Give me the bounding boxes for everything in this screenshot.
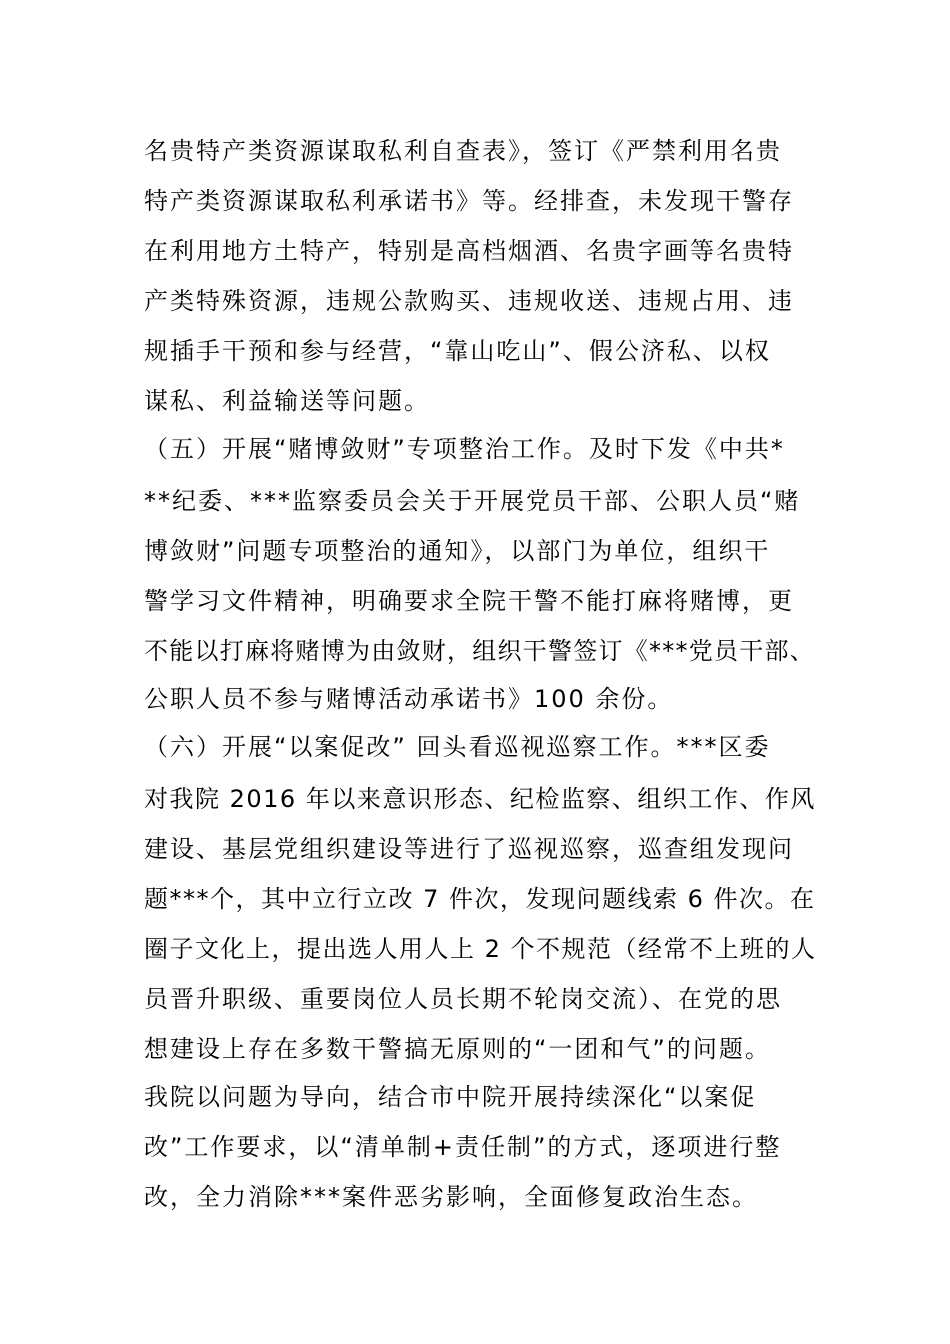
- section-heading-line: （五）开展“赌博敛财”专项整治工作。及时下发《中共*: [144, 435, 785, 463]
- text-line: 题***个，其中立行立改 7 件次，发现问题线索 6 件次。在: [144, 885, 816, 913]
- text-line: 规插手干预和参与经营，“靠山吃山”、假公济私、以权: [144, 337, 771, 365]
- text-line: 产类特殊资源，违规公款购买、违规收送、违规占用、违: [144, 287, 794, 315]
- text-line: 改”工作要求，以“清单制+责任制”的方式，逐项进行整: [144, 1133, 782, 1161]
- text-line: 建设、基层党组织建设等进行了巡视巡察，巡查组发现问: [144, 835, 794, 863]
- text-line: 名贵特产类资源谋取私利自查表》，签订《严禁利用名贵: [144, 137, 782, 165]
- text-line: 警学习文件精神，明确要求全院干警不能打麻将赌博，更: [144, 587, 794, 615]
- text-line: 特产类资源谋取私利承诺书》等。经排查，未发现干警存: [144, 187, 794, 215]
- text-line: 想建设上存在多数干警搞无原则的“一团和气”的问题。: [144, 1035, 771, 1063]
- text-line: 在利用地方土特产，特别是高档烟酒、名贵字画等名贵特: [144, 237, 794, 265]
- text-line: 博敛财”问题专项整治的通知》，以部门为单位，组织干: [144, 537, 771, 565]
- text-line: 不能以打麻将赌博为由敛财，组织干警签订《***党员干部、: [144, 637, 815, 665]
- section-heading-line: （六）开展“以案促改” 回头看巡视巡察工作。***区委: [144, 733, 771, 761]
- text-line: 改，全力消除***案件恶劣影响，全面修复政治生态。: [144, 1183, 758, 1211]
- text-line: 员晋升职级、重要岗位人员长期不轮岗交流）、在党的思: [144, 985, 782, 1013]
- text-line: **纪委、***监察委员会关于开展党员干部、公职人员“赌: [144, 487, 801, 515]
- text-line: 我院以问题为导向，结合市中院开展持续深化“以案促: [144, 1083, 757, 1111]
- text-line: 公职人员不参与赌博活动承诺书》100 余份。: [144, 685, 674, 713]
- text-line: 谋私、利益输送等问题。: [144, 387, 430, 415]
- text-line: 对我院 2016 年以来意识形态、纪检监察、组织工作、作风: [144, 785, 816, 813]
- text-line: 圈子文化上，提出选人用人上 2 个不规范（经常不上班的人: [144, 935, 817, 963]
